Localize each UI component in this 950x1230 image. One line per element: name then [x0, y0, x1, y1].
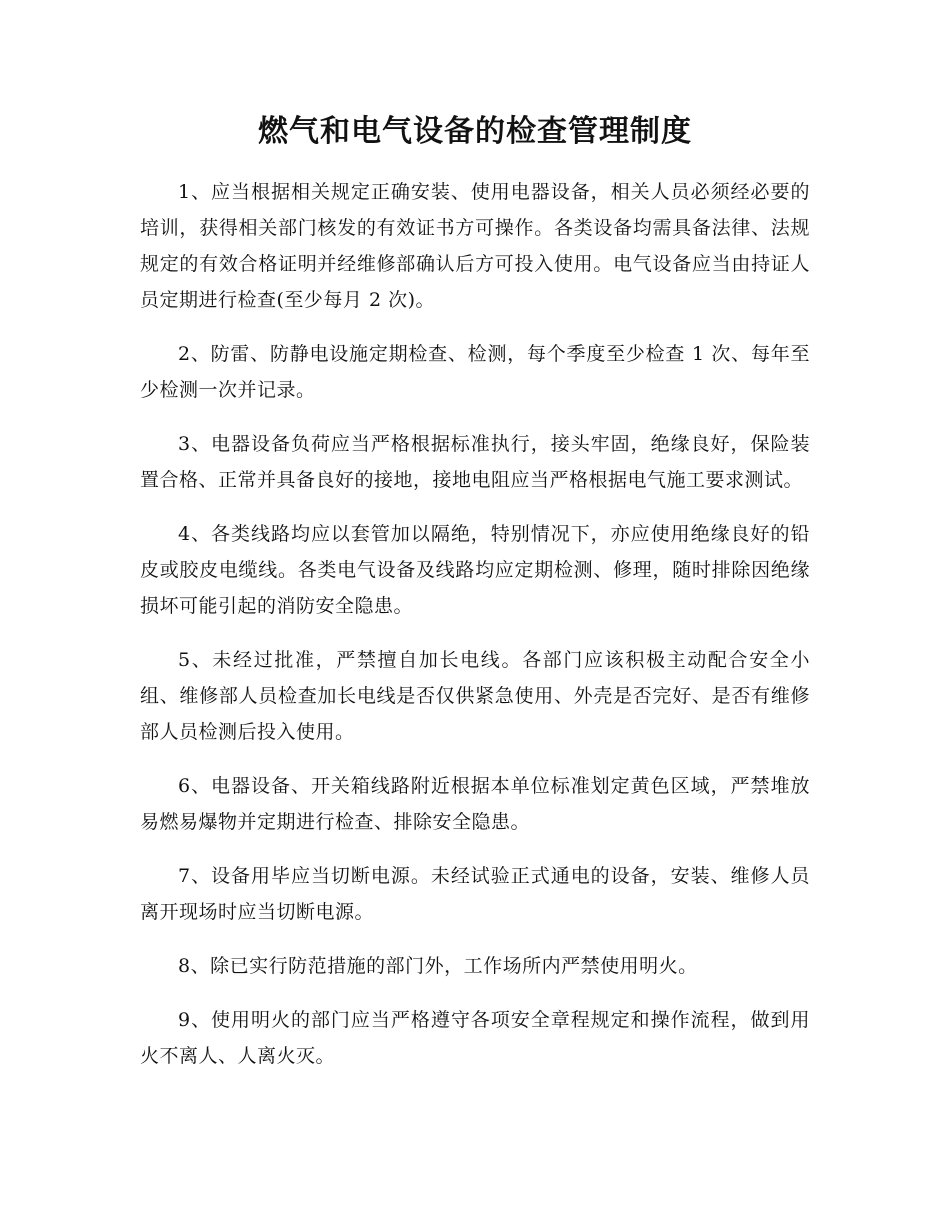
paragraph-9: 9、使用明火的部门应当严格遵守各项安全章程规定和操作流程，做到用火不离人、人离火灭。: [140, 1009, 810, 1067]
paragraph-7: 7、设备用毕应当切断电源。未经试验正式通电的设备，安装、维修人员离开现场时应当切断电源。: [140, 865, 810, 923]
paragraph-4: 4、各类线路均应以套管加以隔绝，特别情况下，亦应使用绝缘良好的铅皮或胶皮电缆线。各类电气设备及线路均应定期检测、修理，随时排除因绝缘损坏可能引起的消防安全隐患。: [140, 523, 810, 617]
document-title: 燃气和电气设备的检查管理制度: [258, 114, 692, 149]
paragraph-1: 1、应当根据相关规定正确安装、使用电器设备，相关人员必须经必要的培训，获得相关部门核发的有效证书方可操作。各类设备均需具备法律、法规规定的有效合格证明并经维修部确认后方可投入使用。电气设备应当由持证人员定期进行检查(至少每月 2 次)。: [140, 181, 810, 311]
paragraph-6: 6、电器设备、开关箱线路附近根据本单位标准划定黄色区域，严禁堆放易燃易爆物并定期进行检查、排除安全隐患。: [140, 775, 810, 833]
paragraph-5: 5、未经过批准，严禁擅自加长电线。各部门应该积极主动配合安全小组、维修部人员检查加长电线是否仅供紧急使用、外壳是否完好、是否有维修部人员检测后投入使用。: [140, 649, 810, 743]
paragraph-3: 3、电器设备负荷应当严格根据标准执行，接头牢固，绝缘良好，保险装置合格、正常并具备良好的接地，接地电阻应当严格根据电气施工要求测试。: [140, 433, 810, 491]
paragraph-2: 2、防雷、防静电设施定期检查、检测，每个季度至少检查 1 次、每年至少检测一次并记录。: [140, 343, 810, 401]
paragraph-8: 8、除已实行防范措施的部门外，工作场所内严禁使用明火。: [178, 955, 698, 977]
